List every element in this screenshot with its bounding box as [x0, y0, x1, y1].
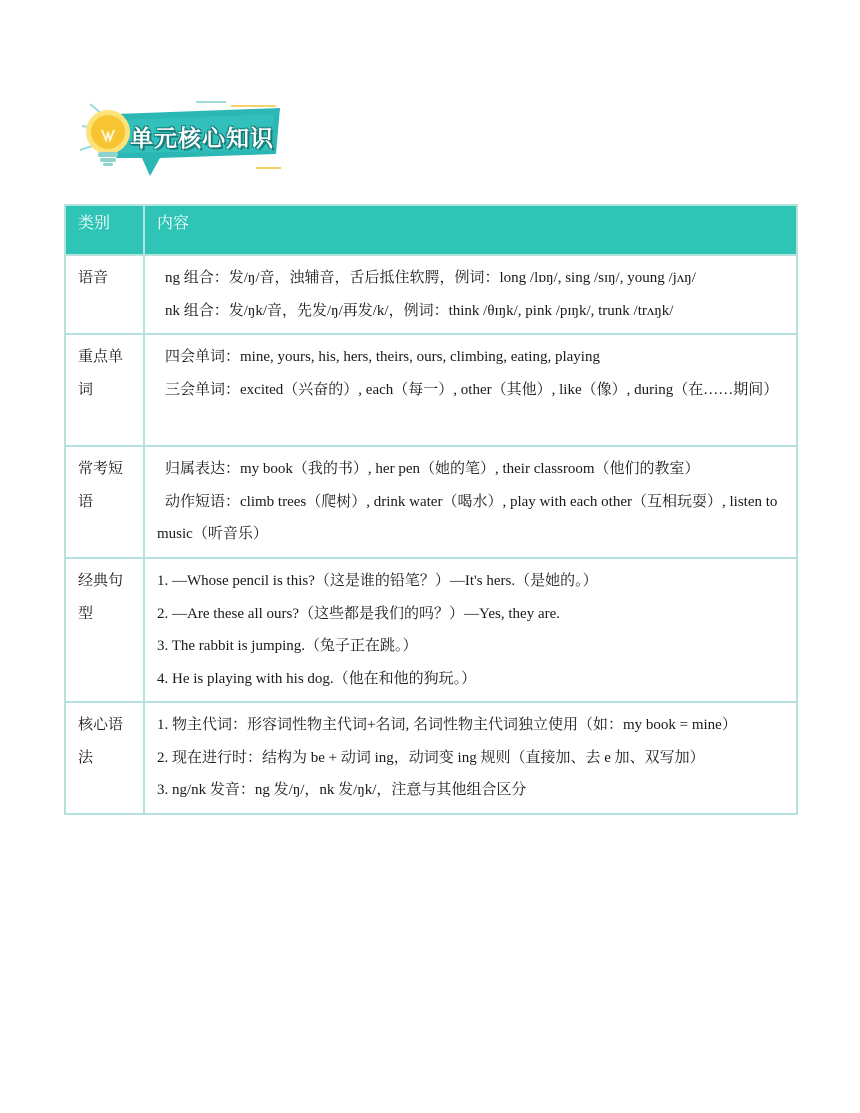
content-line: 动作短语：climb trees（爬树）, drink water（喝水）, play with each other（互相玩耍）, listen to music（听音乐）	[157, 493, 778, 542]
content-line: 3. The rabbit is jumping.（兔子正在跳。）	[157, 638, 418, 654]
content-line: 4. He is playing with his dog.（他在和他的狗玩。）	[157, 670, 477, 687]
content-line: 1. 物主代词：形容词性物主代词+名词, 名词性物主代词独立使用（如：my book = mine）	[157, 717, 737, 733]
table-row	[65, 334, 797, 446]
table-row	[65, 446, 797, 558]
row-category: 核心语法	[65, 702, 144, 814]
row-content	[144, 255, 797, 334]
row-content	[144, 446, 797, 558]
row-content	[144, 702, 797, 814]
table-row	[65, 558, 797, 702]
content-line: 四会单词：mine, yours, his, hers, theirs, ours, climbing, eating, playing	[165, 349, 600, 365]
row-category: 语音	[65, 255, 144, 334]
row-content	[144, 334, 797, 446]
content-line: 归属表达：my book（我的书）, her pen（她的笔）, their classroom（他们的教室）	[165, 461, 700, 477]
content-line: 3. ng/nk 发音：ng 发/ŋ/，nk 发/ŋk/，注意与其他组合区分	[157, 782, 527, 798]
content-line: 1. —Whose pencil is this?（这是谁的铅笔？）—It's hers.（是她的。）	[157, 573, 598, 589]
table-row	[65, 702, 797, 814]
knowledge-table	[64, 204, 798, 815]
table-header-row	[65, 205, 797, 255]
section-banner	[76, 96, 286, 180]
content-line: 2. 现在进行时：结构为 be + 动词 ing，动词变 ing 规则（直接加、去 e 加、双写加）	[157, 749, 705, 766]
content-line: 三会单词：excited（兴奋的）, each（每一）, other（其他）, like（像）, during（在……期间）	[165, 381, 779, 398]
row-content	[144, 558, 797, 702]
header-content: 内容	[144, 205, 797, 255]
content-line: 2. —Are these all ours?（这些都是我们的吗？）—Yes, they are.	[157, 605, 561, 622]
content-line: nk 组合：发/ŋk/音，先发/ŋ/再发/k/，例词：think /θɪŋk/, pink /pɪŋk/, trunk /trʌŋk/	[165, 302, 674, 319]
table-row	[65, 255, 797, 334]
row-category: 重点单词	[65, 334, 144, 446]
row-category: 常考短语	[65, 446, 144, 558]
content-line: ng 组合：发/ŋ/音，浊辅音，舌后抵住软腭，例词：long /lɒŋ/, sing /sɪŋ/, young /jʌŋ/	[165, 270, 696, 286]
header-category: 类别	[65, 205, 144, 255]
banner-title: 单元核心知识	[130, 125, 274, 152]
row-category: 经典句型	[65, 558, 144, 702]
